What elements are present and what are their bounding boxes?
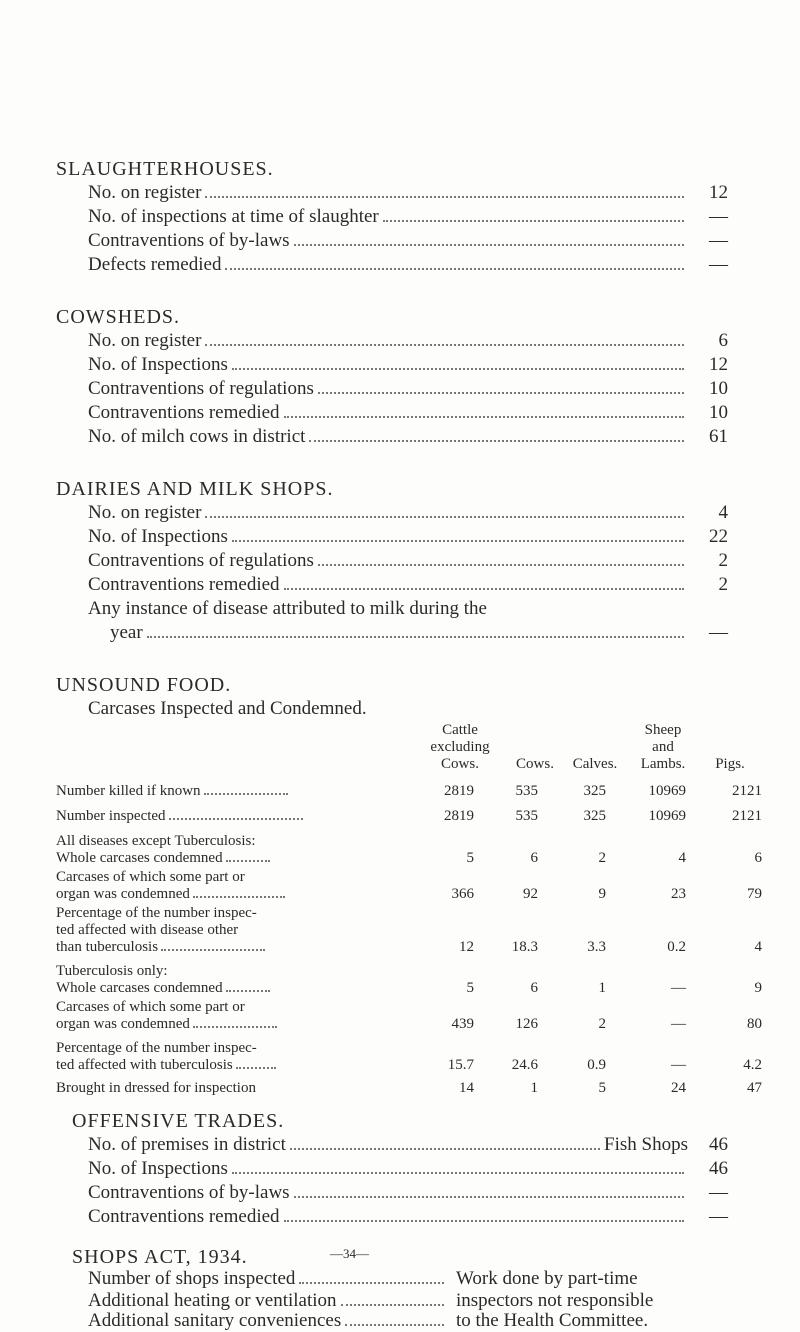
cell: 79 [747, 886, 762, 902]
cell: 4.2 [743, 1057, 762, 1073]
table-row-label: Whole carcases condemned [56, 850, 270, 867]
shops-act-heading: SHOPS ACT, 1934. [72, 1246, 248, 1268]
col-cattle-3: Cows. [441, 756, 479, 772]
cell: 2121 [732, 808, 762, 824]
dairies-heading: DAIRIES AND MILK SHOPS. [56, 478, 334, 500]
cell: 325 [583, 808, 606, 824]
dairy-row: No. on register 4 [88, 502, 728, 523]
cell: 5 [598, 1080, 606, 1096]
cowshed-row: No. on register 6 [88, 330, 728, 351]
cell: 0.9 [587, 1057, 606, 1073]
table-section-label: All diseases except Tuberculosis: [56, 833, 256, 849]
cell: 535 [515, 808, 538, 824]
col-calves: Calves. [572, 756, 618, 772]
cell: 10969 [648, 808, 686, 824]
cell: 5 [466, 850, 474, 866]
table-row-label: ted affected with tuberculosis [56, 1057, 276, 1074]
cell: 12 [459, 939, 474, 955]
disease-line-1: Any instance of disease attributed to milk during the [88, 598, 487, 619]
slaughter-row: Contraventions of by-laws — [88, 230, 728, 251]
dairy-row: Contraventions of regulations 2 [88, 550, 728, 571]
table-row-label: Number killed if known [56, 783, 288, 800]
slaughterhouses-heading: SLAUGHTERHOUSES. [56, 158, 274, 180]
cell: 24.6 [511, 1057, 538, 1073]
cell: 535 [515, 783, 538, 799]
table-row-label: organ was condemned [56, 886, 285, 903]
cell: 366 [451, 886, 474, 902]
cell: 1 [598, 980, 606, 996]
cell: 2 [598, 850, 606, 866]
cell: 6 [530, 980, 538, 996]
cell: 47 [747, 1080, 762, 1096]
slaughter-row: No. on register 12 [88, 182, 728, 203]
col-sheep-3: Lambs. [640, 756, 686, 772]
cell: 6 [754, 850, 762, 866]
cell: 2 [598, 1016, 606, 1032]
table-row-label-line: Percentage of the number inspec- [56, 905, 257, 921]
table-row-label-line: Carcases of which some part or [56, 999, 245, 1015]
cell: 3.3 [587, 939, 606, 955]
cell: 439 [451, 1016, 474, 1032]
cell: 14 [459, 1080, 474, 1096]
shops-note: Work done by part-time [456, 1268, 638, 1289]
shops-row: Additional sanitary conveniences [88, 1310, 448, 1332]
offensive-row: No. of premises in district Fish Shops 46 [88, 1134, 728, 1155]
cell: — [671, 1016, 686, 1032]
slaughter-row: No. of inspections at time of slaughter — [88, 206, 728, 227]
table-row-label: than tuberculosis [56, 939, 265, 956]
cell: 80 [747, 1016, 762, 1032]
cell: 23 [671, 886, 686, 902]
col-cows: Cows. [516, 756, 554, 772]
col-cattle-2: excluding [430, 739, 490, 755]
cowshed-row: Contraventions remedied 10 [88, 402, 728, 423]
cell: 0.2 [667, 939, 686, 955]
col-pigs: Pigs. [715, 756, 745, 772]
col-sheep-2: and [652, 739, 674, 755]
cell: 15.7 [447, 1057, 474, 1073]
cell: 1 [530, 1080, 538, 1096]
offensive-row: Contraventions remedied — [88, 1206, 728, 1227]
cell: 92 [523, 886, 538, 902]
cell: 4 [754, 939, 762, 955]
cell: 18.3 [511, 939, 538, 955]
offensive-row: No. of Inspections 46 [88, 1158, 728, 1179]
cell: 24 [671, 1080, 686, 1096]
shops-note: inspectors not responsible [456, 1290, 654, 1311]
disease-row: year — [110, 622, 728, 643]
table-row-label: Whole carcases condemned [56, 980, 270, 997]
table-row-label: Brought in dressed for inspection [56, 1080, 256, 1096]
cell: 126 [515, 1016, 538, 1032]
cell: 4 [678, 850, 686, 866]
cowsheds-heading: COWSHEDS. [56, 306, 181, 328]
carcases-subheading: Carcases Inspected and Condemned. [88, 698, 367, 719]
cowshed-row: No. of milch cows in district 61 [88, 426, 728, 447]
cell: 6 [530, 850, 538, 866]
col-sheep-1: Sheep [644, 722, 682, 738]
cell: 2819 [444, 808, 474, 824]
table-row-label: organ was condemned [56, 1016, 277, 1033]
cell: 2121 [732, 783, 762, 799]
cell: 10969 [648, 783, 686, 799]
shops-row: Additional heating or ventilation [88, 1290, 448, 1312]
table-row-label-line: Carcases of which some part or [56, 869, 245, 885]
table-row-label-line: ted affected with disease other [56, 922, 239, 938]
dairy-row: Contraventions remedied 2 [88, 574, 728, 595]
col-cattle-1: Cattle [442, 722, 478, 738]
offensive-trades-heading: OFFENSIVE TRADES. [72, 1110, 285, 1132]
cowshed-row: No. of Inspections 12 [88, 354, 728, 375]
cell: — [671, 980, 686, 996]
cell: 325 [583, 783, 606, 799]
table-section-label: Tuberculosis only: [56, 963, 168, 979]
slaughter-row: Defects remedied — [88, 254, 728, 275]
cell: 2819 [444, 783, 474, 799]
cell: 9 [598, 886, 606, 902]
unsound-food-heading: UNSOUND FOOD. [56, 674, 232, 696]
dairy-row: No. of Inspections 22 [88, 526, 728, 547]
cowshed-row: Contraventions of regulations 10 [88, 378, 728, 399]
offensive-row: Contraventions of by-laws — [88, 1182, 728, 1203]
shops-note: to the Health Committee. [456, 1310, 649, 1331]
shops-row: Number of shops inspected [88, 1268, 448, 1290]
cell: — [671, 1057, 686, 1073]
page-number: —34— [330, 1246, 369, 1261]
table-row-label: Number inspected [56, 808, 303, 825]
table-row-label-line: Percentage of the number inspec- [56, 1040, 257, 1056]
cell: 5 [466, 980, 474, 996]
cell: 9 [754, 980, 762, 996]
